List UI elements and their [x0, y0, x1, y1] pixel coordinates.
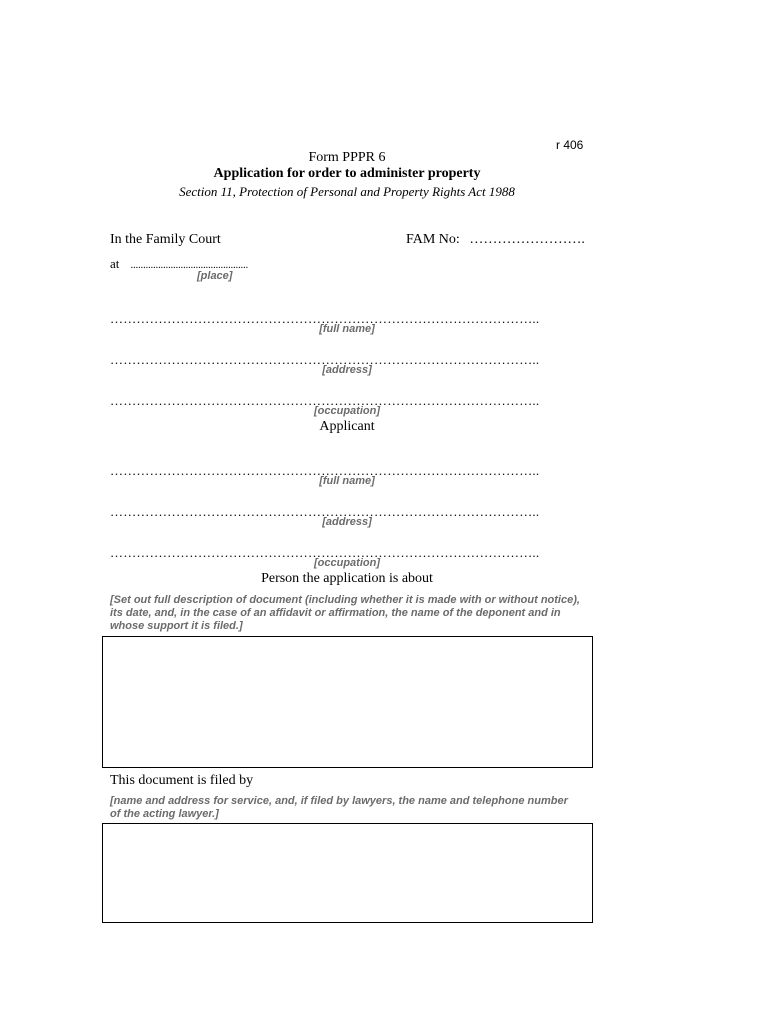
form-title: Application for order to administer property — [213, 166, 481, 181]
applicant-full-name-hint: [full name] — [319, 323, 375, 335]
rule-number: r 406 — [556, 138, 584, 152]
fam-number-field[interactable] — [406, 232, 585, 248]
form-number: Form PPPR 6 — [308, 150, 386, 165]
person-address-hint: [address] — [322, 516, 372, 528]
person-occupation-hint: [occupation] — [314, 557, 380, 569]
fam-number-label: FAM No: — [406, 232, 460, 247]
person-occupation-field[interactable]: …………………………………………………………………………………….. — [110, 545, 540, 560]
court-label: In the Family Court — [110, 232, 221, 247]
document-description-hint: [Set out full description of document (including whether it is made with or without notice), its date, and, in the case of an affidavit or affirmation, the name of the deponent and in whose support it is filed.] — [110, 594, 580, 632]
form-subtitle: Section 11, Protection of Personal and Property Rights Act 1988 — [179, 184, 515, 199]
applicant-occupation-hint: [occupation] — [314, 405, 380, 417]
applicant-occupation-field[interactable]: …………………………………………………………………………………….. — [110, 393, 540, 408]
applicant-address-field[interactable]: …………………………………………………………………………………….. — [110, 352, 540, 367]
person-full-name-field[interactable]: …………………………………………………………………………………….. — [110, 463, 540, 478]
filed-by-hint: [name and address for service, and, if filed by lawyers, the name and telephone number of the acting lawyer.] — [110, 795, 568, 820]
filed-by-box[interactable] — [102, 823, 593, 923]
person-full-name-hint: [full name] — [319, 475, 375, 487]
applicant-caption: Applicant — [319, 419, 375, 434]
applicant-full-name-field[interactable]: …………………………………………………………………………………….. — [110, 311, 540, 326]
place-at-label: at — [110, 256, 120, 271]
person-caption: Person the application is about — [261, 571, 433, 586]
document-description-box[interactable] — [102, 636, 593, 768]
fam-number-blank: ……………………. — [469, 232, 585, 247]
applicant-address-hint: [address] — [322, 364, 372, 376]
place-hint: [place] — [197, 270, 233, 282]
person-address-field[interactable]: …………………………………………………………………………………….. — [110, 504, 540, 519]
place-blank: ............................................... — [130, 260, 249, 271]
filed-by-label: This document is filed by — [110, 773, 254, 788]
